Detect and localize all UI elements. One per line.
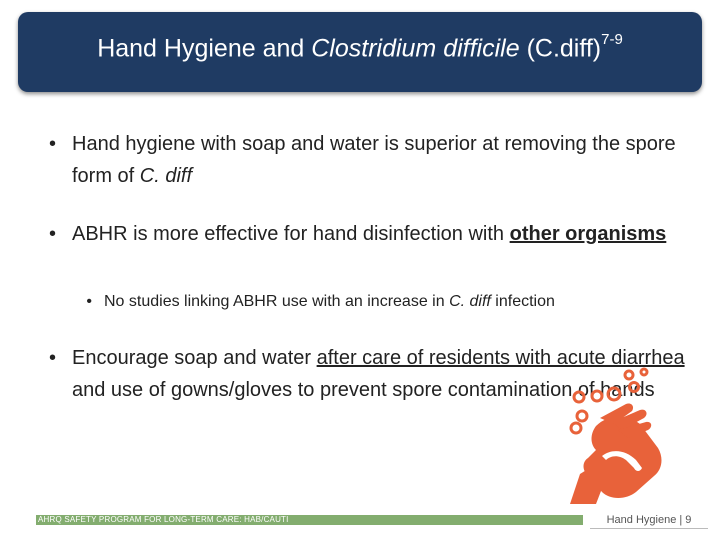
bullet-2-text xyxy=(72,218,698,250)
bullet-1-text xyxy=(72,128,698,192)
bullet-3-after: and use of gowns/gloves to prevent spore contamination of hands xyxy=(72,379,655,401)
sub-bullet-marker: • xyxy=(86,293,92,310)
sub-bullet-1 xyxy=(54,290,694,314)
bullet-2 xyxy=(18,218,698,250)
bullet-1 xyxy=(18,128,698,192)
sub-bullet-before: No studies linking ABHR use with an increase in xyxy=(104,293,450,310)
title-suffix: (C.diff) xyxy=(519,34,602,63)
sub-bullet-italic: C. diff xyxy=(449,293,491,310)
bullet-3-before: Encourage soap and water xyxy=(72,347,317,369)
title-superscript: 7-9 xyxy=(601,31,623,49)
bullet-marker: • xyxy=(48,223,56,245)
footer-page-number: Hand Hygiene | 9 xyxy=(590,512,708,529)
sub-bullet-1-text xyxy=(104,290,694,314)
title-italic: Clostridium difficile xyxy=(311,34,520,63)
bullet-1-main: Hand hygiene with soap and water is superior at removing the spore form of xyxy=(72,133,676,187)
footer-program-label: AHRQ SAFETY PROGRAM FOR LONG-TERM CARE: HAB/CAUTI xyxy=(38,515,289,524)
bullet-marker: • xyxy=(48,133,56,155)
bullet-2-main: ABHR is more effective for hand disinfection with xyxy=(72,223,510,245)
bullet-marker: • xyxy=(48,347,56,369)
bullet-1-italic: C. diff xyxy=(139,165,193,187)
bullet-3-underlined: after care of residents with acute diarrhea xyxy=(316,347,685,369)
sub-bullet-after: infection xyxy=(490,293,555,310)
washing-hands-icon xyxy=(556,366,666,506)
bullet-2-emphasis: other organisms xyxy=(509,223,667,245)
title-prefix: Hand Hygiene and xyxy=(97,34,312,63)
